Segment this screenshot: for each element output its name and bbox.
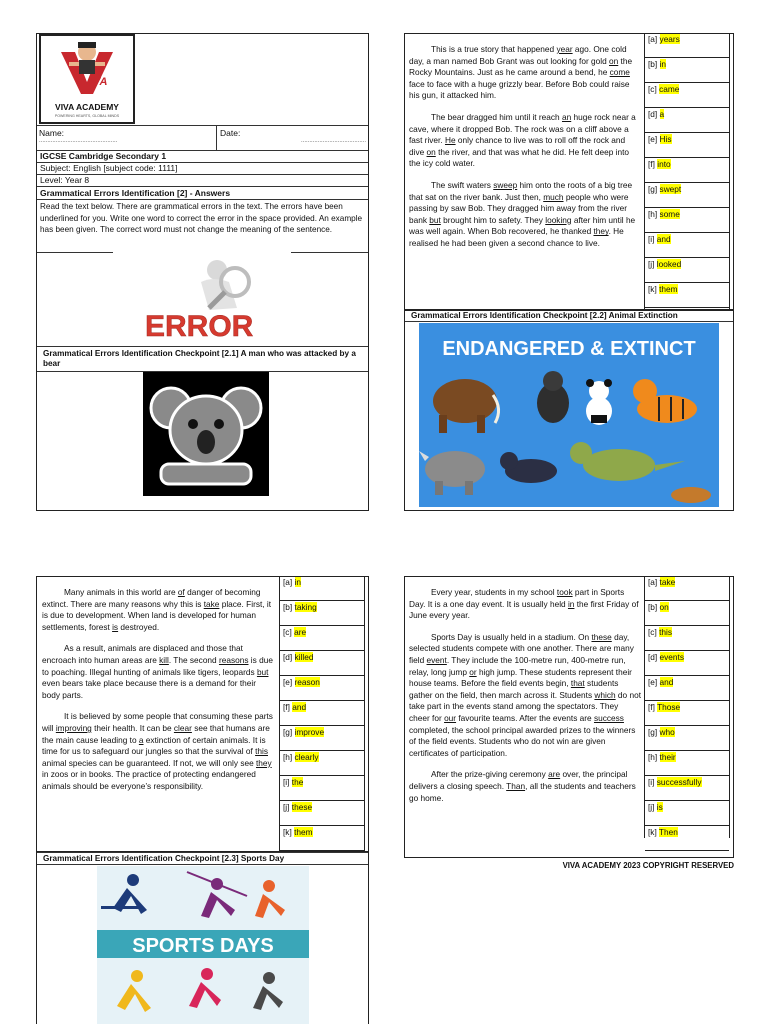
answer-row[interactable] xyxy=(645,776,729,801)
answer-letter: [h] xyxy=(283,752,293,762)
answer-row[interactable] xyxy=(645,701,729,726)
answer-letter: [d] xyxy=(648,652,658,662)
name-date-row xyxy=(37,125,368,151)
answer-row[interactable] xyxy=(280,826,364,851)
answer-word: and xyxy=(292,702,307,712)
worksheet-title: Grammatical Errors Identification [2] - Answers xyxy=(37,187,368,200)
answer-letter: [b] xyxy=(283,602,293,612)
answer-letter: [g] xyxy=(648,184,658,194)
answer-row[interactable] xyxy=(645,183,729,208)
course-title: IGCSE Cambridge Secondary 1 xyxy=(37,151,368,163)
worksheet-header-panel xyxy=(36,33,369,511)
answer-letter: [f] xyxy=(648,159,655,169)
koala-image xyxy=(143,372,269,496)
answer-word: Then xyxy=(658,827,678,837)
answer-word: improve xyxy=(294,727,325,737)
answer-letter: [c] xyxy=(648,627,657,637)
answer-word: in xyxy=(294,577,302,587)
date-dots: ....................................... xyxy=(300,138,366,144)
name-label: Name: xyxy=(39,128,65,138)
answer-word: these xyxy=(291,802,313,812)
answer-row[interactable] xyxy=(645,158,729,183)
koala-illustration xyxy=(143,372,269,496)
answer-word: on xyxy=(659,602,669,612)
answer-word: successfully xyxy=(656,777,702,787)
answer-word: clearly xyxy=(294,752,319,762)
animal-extinction-panel xyxy=(404,310,734,511)
answer-column xyxy=(279,576,365,852)
answer-word: reason xyxy=(294,677,320,687)
answer-row[interactable] xyxy=(645,58,729,83)
answer-word: killed xyxy=(294,652,314,662)
answer-letter: [i] xyxy=(648,777,655,787)
answer-word: them xyxy=(659,284,678,294)
animals-story-text: Many animals in this world are of danger of becoming extinct. There are many reasons why this is take place. First, it is due to development. When land is developed for human settlements, forest is destroyed. As a result, animals are displaced and those that encroach into human areas are kill. The second reasons is due to poaching. Illegal hunting of animals like tigers, leopards but even bears take place because there is a demand for their body parts. It is believed by some people that consuming these parts will improving their health. It can be clear see that humans are the main cause leading to a extinction of certain animals. It is time for us to safeguard our jungles so that the survival of this animal species can be guaranteed. If not, we will only see they in zoos or in books. The practice of protecting endangered animals should be everyone’s responsibility. xyxy=(42,587,273,791)
answer-list-1 xyxy=(645,33,729,308)
logo-tagline: POWERING HEARTS, GLOBAL MINDS xyxy=(54,114,120,118)
name-field[interactable] xyxy=(37,126,217,151)
answer-word: His xyxy=(659,134,672,144)
subject-line: Subject: English [subject code: 1111] xyxy=(37,163,368,175)
answer-letter: [b] xyxy=(648,59,658,69)
answer-word: their xyxy=(659,752,676,762)
instructions: Read the text below. There are grammatical errors in the text. The errors have been underlined for you. Write one word to correct the error in the space provided. An example has been given. The correct word must not change the meaning of the sentence. xyxy=(37,200,368,253)
date-label: Date: xyxy=(220,128,241,138)
answer-letter: [j] xyxy=(283,802,290,812)
answer-row[interactable] xyxy=(645,601,729,626)
answer-letter: [i] xyxy=(283,777,290,787)
viva-academy-logo xyxy=(39,34,135,124)
answer-row[interactable] xyxy=(645,751,729,776)
endangered-extinct-image xyxy=(419,323,719,507)
answer-word: this xyxy=(659,627,672,637)
answer-row[interactable] xyxy=(645,676,729,701)
answer-letter: [c] xyxy=(648,84,657,94)
answer-row[interactable] xyxy=(645,258,729,283)
answer-letter: [e] xyxy=(283,677,293,687)
answer-letter: [h] xyxy=(648,209,658,219)
answer-word: came xyxy=(659,84,680,94)
sports-story-panel xyxy=(404,576,734,858)
answer-word: some xyxy=(659,209,680,219)
answer-letter: [j] xyxy=(648,802,655,812)
bear-story-panel xyxy=(404,33,734,310)
answer-letter: [d] xyxy=(283,652,293,662)
answer-word: and xyxy=(656,234,671,244)
answer-word: are xyxy=(294,627,307,637)
answer-word: the xyxy=(291,777,304,787)
animals-story-panel xyxy=(36,576,369,852)
magnifier-person-image xyxy=(113,252,291,346)
answer-word: who xyxy=(659,727,675,737)
answer-letter: [c] xyxy=(283,627,292,637)
answer-row[interactable] xyxy=(280,801,364,826)
answer-letter: [e] xyxy=(648,134,658,144)
answer-letter: [b] xyxy=(648,602,658,612)
answer-word: in xyxy=(659,59,667,69)
answer-letter: [a] xyxy=(283,577,293,587)
copyright-notice: VIVA ACADEMY 2023 COPYRIGHT RESERVED xyxy=(562,861,734,870)
sports-days-image xyxy=(97,866,309,1024)
logo-name: VIVA ACADEMY xyxy=(55,102,119,112)
answer-word: Those xyxy=(657,702,681,712)
answer-row[interactable] xyxy=(645,626,729,651)
answer-list-3 xyxy=(645,576,729,851)
answer-row[interactable] xyxy=(645,233,729,258)
answer-letter: [i] xyxy=(648,234,655,244)
answer-row[interactable] xyxy=(280,676,364,701)
date-field[interactable] xyxy=(218,126,368,151)
sports-athletes-illustration xyxy=(97,866,309,1024)
answer-row[interactable] xyxy=(645,133,729,158)
checkpoint-2-3-title: Grammatical Errors Identification Checkpoint [2.3] Sports Day xyxy=(37,852,368,865)
answer-row[interactable] xyxy=(280,751,364,776)
answer-letter: [j] xyxy=(648,259,655,269)
answer-letter: [a] xyxy=(648,577,658,587)
error-illustration xyxy=(113,252,291,346)
answer-letter: [h] xyxy=(648,752,658,762)
answer-row[interactable] xyxy=(280,601,364,626)
sports-story-text: Every year, students in my school took part in Sports Day. It is a one day event. It is usually held in the first Friday of June every year. Sports Day is usually held in a stadium. On these day, selected students compete with one another. There are many field event. They include the 100-metre run, 400-metre run, relay, long jump or high jump. These students represent their house teams. Before the field events begin, that students gather on the field, then march across it. Students which do not take part in the events stand among the spectators. They cheer for our favourite teams. After the events are success completed, the school principal awarded prizes to the winners of the field events. Students who do not win are given certificates of participation. After the prize-giving ceremony are over, the principal delivers a closing speech. Than, all the students and teachers go home. xyxy=(409,587,641,803)
answer-row[interactable] xyxy=(645,801,729,826)
answer-word: swept xyxy=(659,184,682,194)
error-word: ERROR xyxy=(145,310,254,343)
answer-row[interactable] xyxy=(280,651,364,676)
answer-row[interactable] xyxy=(645,576,729,601)
answer-row[interactable] xyxy=(280,776,364,801)
answer-word: years xyxy=(659,34,680,44)
answer-word: a xyxy=(659,109,665,119)
answer-letter: [g] xyxy=(283,727,293,737)
answer-row[interactable] xyxy=(280,626,364,651)
answer-row[interactable] xyxy=(645,283,729,308)
answer-column xyxy=(644,33,730,310)
checkpoint-2-1-title: Grammatical Errors Identification Checkpoint [2.1] A man who was attacked by a bear xyxy=(37,346,368,372)
viva-logo-graphic xyxy=(41,38,133,98)
answer-row[interactable] xyxy=(645,33,729,58)
level-line: Level: Year 8 xyxy=(37,175,368,187)
answer-word: taking xyxy=(294,602,317,612)
answer-row[interactable] xyxy=(645,726,729,751)
name-dots: ............................................... xyxy=(39,138,118,144)
answer-row[interactable] xyxy=(645,651,729,676)
answer-letter: [k] xyxy=(283,827,292,837)
endangered-banner-text: ENDANGERED & EXTINCT xyxy=(442,338,696,360)
answer-letter: [f] xyxy=(283,702,290,712)
endangered-animals-illustration xyxy=(419,323,719,507)
answer-word: into xyxy=(657,159,671,169)
answer-word: and xyxy=(659,677,674,687)
answer-word: take xyxy=(659,577,676,587)
answer-letter: [a] xyxy=(648,34,658,44)
answer-word: events xyxy=(659,652,684,662)
answer-row[interactable] xyxy=(645,208,729,233)
answer-row[interactable] xyxy=(645,83,729,108)
answer-letter: [g] xyxy=(648,727,658,737)
answer-row[interactable] xyxy=(280,576,364,601)
answer-row[interactable] xyxy=(645,826,729,851)
answer-row[interactable] xyxy=(280,701,364,726)
answer-column xyxy=(644,576,730,838)
answer-letter: [f] xyxy=(648,702,655,712)
answer-letter: [k] xyxy=(648,284,657,294)
answer-letter: [e] xyxy=(648,677,658,687)
sports-banner-text: SPORTS DAYS xyxy=(132,935,274,957)
answer-word: them xyxy=(294,827,313,837)
sports-day-panel xyxy=(36,852,369,1024)
answer-row[interactable] xyxy=(645,108,729,133)
bear-story-text: This is a true story that happened year ago. One cold day, a man named Bob Grant was out looking for gold on the Rocky Mountains. Just as he came around a bend, he come face to face with a huge grizzly bear. Before Bob could raise his gun, it attacked him. The bear dragged him until it reach an huge rock near a cave, where it dropped Bob. The rock was on a cliff above a fast river. He only chance to live was to roll off the rock and dive on the river, and that was what he did. He felt deep into the icy cold water. The swift waters sweep him onto the roots of a big tree that sat on the river bank. Just then, much people who were passing by saw Bob. They dragged him away from the river bank but brought him to safety. They looking after him until he was well again. When Bob recovered, he thanked they. He realised he had been given a second chance to live. xyxy=(409,44,636,248)
answer-letter: [k] xyxy=(648,827,657,837)
answer-word: looked xyxy=(656,259,682,269)
answer-row[interactable] xyxy=(280,726,364,751)
answer-list-2 xyxy=(280,576,364,851)
checkpoint-2-2-title: Grammatical Errors Identification Checkpoint [2.2] Animal Extinction xyxy=(405,311,733,322)
answer-letter: [d] xyxy=(648,109,658,119)
logo-initials: VA xyxy=(93,76,108,88)
answer-word: is xyxy=(656,802,663,812)
